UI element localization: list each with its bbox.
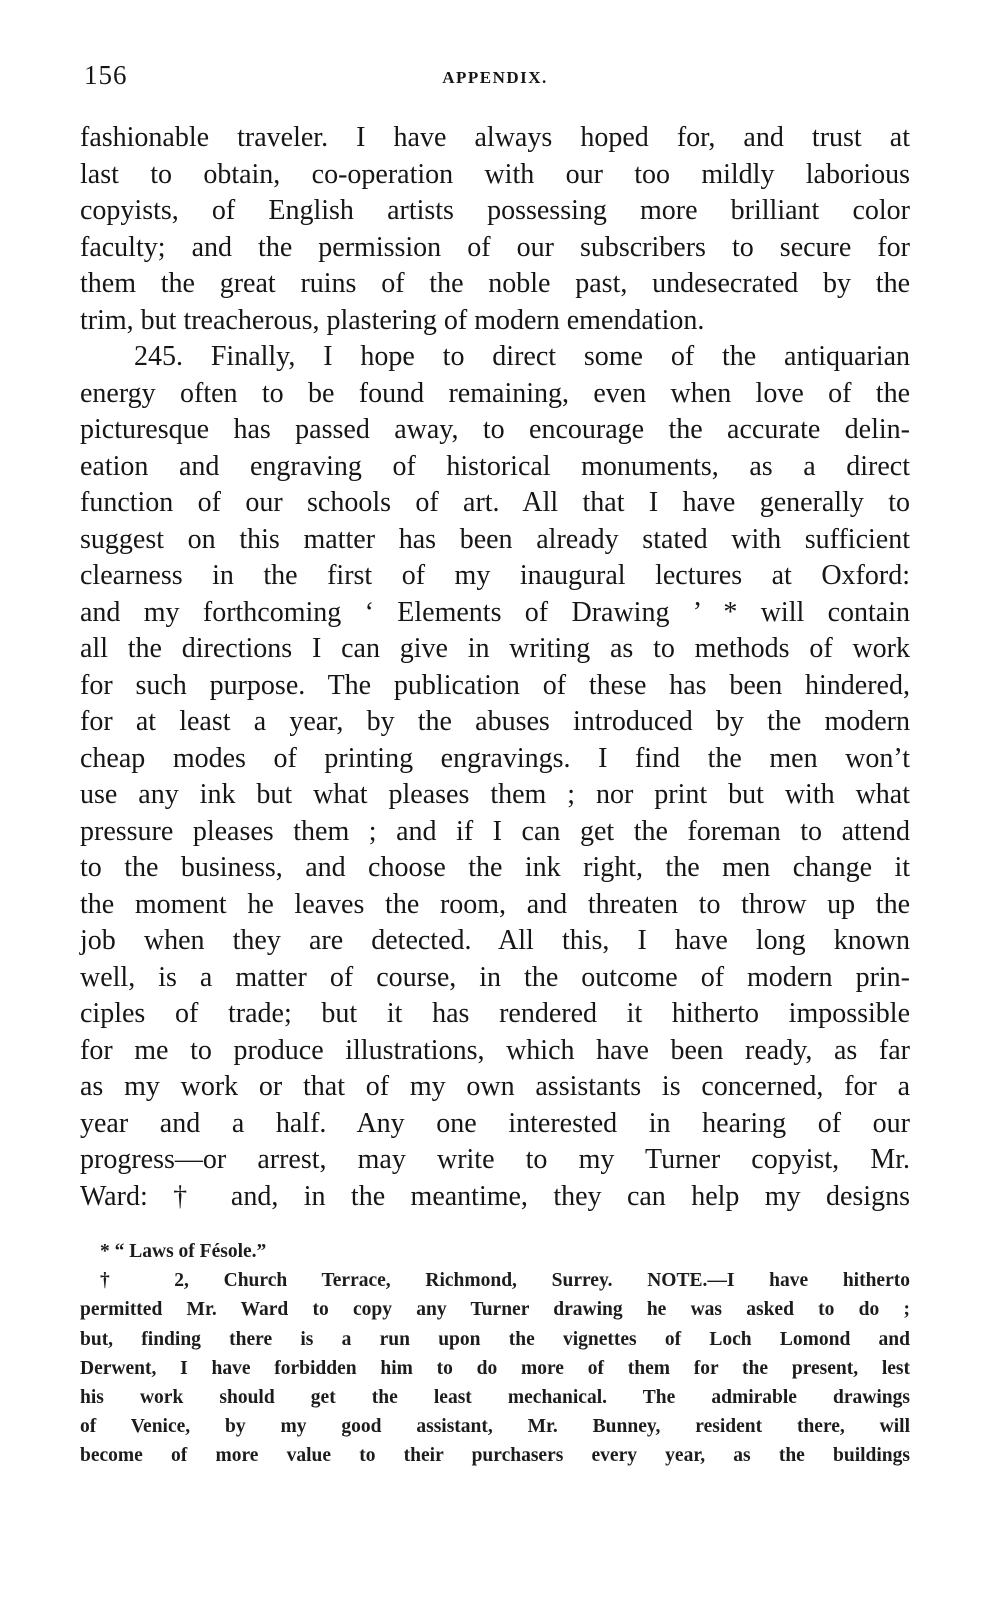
book-page bbox=[80, 60, 910, 1471]
text-line: clearness in the first of my inaugural lectures at Oxford: bbox=[80, 560, 910, 591]
running-head bbox=[80, 60, 910, 94]
paragraph-245-start: 245. Finally, I hope to direct some of the antiquarian bbox=[134, 341, 910, 372]
text-line: for at least a year, by the abuses introduced by the modern bbox=[80, 706, 910, 737]
text-line: the moment he leaves the room, and threaten to throw up the bbox=[80, 888, 910, 920]
footnotes bbox=[80, 1237, 910, 1471]
footnote-line: permitted Mr. Ward to copy any Turner drawing he was asked to do ; bbox=[80, 1299, 910, 1321]
text-line: them the great ruins of the noble past, undesecrated by the bbox=[80, 268, 910, 299]
text-line: copyists, of English artists possessing more brilliant color bbox=[80, 195, 910, 226]
text-line: all the directions I can give in writing as to methods of work bbox=[80, 633, 910, 664]
text-line: for such purpose. The publication of these has been hindered, bbox=[80, 669, 910, 701]
text-line: fashionable traveler. I have always hoped for, and trust at bbox=[80, 122, 910, 153]
footnote-line: his work should get the least mechanical. The admirable drawings bbox=[80, 1387, 910, 1409]
footnote-line: Derwent, I have forbidden him to do more of them for the present, lest bbox=[80, 1357, 910, 1379]
text-line: Ward: † and, in the meantime, they can help my designs bbox=[80, 1180, 910, 1212]
text-line: to the business, and choose the ink right, the men change it bbox=[80, 852, 910, 883]
text-line: for me to produce illustrations, which have been ready, as far bbox=[80, 1034, 910, 1066]
running-title: APPENDIX. bbox=[442, 68, 548, 87]
footnote-line: of Venice, by my good assistant, Mr. Bunney, resident there, will bbox=[80, 1416, 910, 1438]
text-line: well, is a matter of course, in the outcome of modern prin- bbox=[80, 961, 910, 993]
footnote-line: become of more value to their purchasers every year, as the buildings bbox=[80, 1445, 910, 1467]
text-line: faculty; and the permission of our subscribers to secure for bbox=[80, 231, 910, 263]
footnote-dagger: † 2, Church Terrace, Richmond, Surrey. NOTE.—I have hitherto bbox=[100, 1270, 910, 1292]
text-line: as my work or that of my own assistants is concerned, for a bbox=[80, 1071, 910, 1102]
text-line: cheap modes of printing engravings. I find the men won’t bbox=[80, 742, 910, 774]
text-line: progress—or arrest, may write to my Turner copyist, Mr. bbox=[80, 1144, 910, 1175]
text-line: use any ink but what pleases them ; nor print but with what bbox=[80, 779, 910, 810]
text-line: job when they are detected. All this, I have long known bbox=[80, 925, 910, 956]
text-line: suggest on this matter has been already stated with sufficient bbox=[80, 523, 910, 555]
text-line: function of our schools of art. All that I have generally to bbox=[80, 487, 910, 518]
footnote-asterisk: * “ Laws of Fésole.” bbox=[100, 1241, 267, 1262]
text-line: pressure pleases them ; and if I can get the foreman to attend bbox=[80, 815, 910, 847]
text-line: ciples of trade; but it has rendered it hitherto impossible bbox=[80, 998, 910, 1029]
text-line: picturesque has passed away, to encourage the accurate delin- bbox=[80, 414, 910, 445]
text-line: energy often to be found remaining, even when love of the bbox=[80, 377, 910, 409]
text-line: last to obtain, co-operation with our too mildly laborious bbox=[80, 158, 910, 190]
footnote-line: but, finding there is a run upon the vignettes of Loch Lomond and bbox=[80, 1328, 910, 1350]
text-line: trim, but treacherous, plastering of modern emendation. bbox=[80, 304, 705, 336]
body-text bbox=[80, 120, 910, 1215]
text-line: eation and engraving of historical monuments, as a direct bbox=[80, 450, 910, 482]
page-number: 156 bbox=[84, 60, 128, 90]
text-line: year and a half. Any one interested in hearing of our bbox=[80, 1107, 910, 1139]
text-line: and my forthcoming ‘ Elements of Drawing ’ * will contain bbox=[80, 596, 910, 628]
